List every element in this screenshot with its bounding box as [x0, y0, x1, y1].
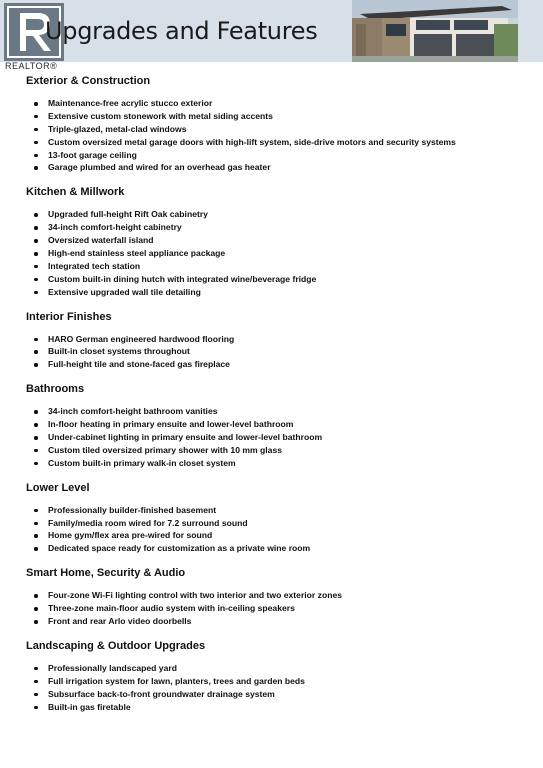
list-item-text: Integrated tech station — [48, 260, 141, 271]
bullet-icon — [34, 509, 38, 513]
list-item-text: 34-inch comfort-height bathroom vanities — [48, 406, 218, 417]
list-item-text: Custom oversized metal garage doors with high-lift system, side-drive motors and security systems — [48, 136, 456, 147]
list-item-text: Custom built-in primary walk-in closet system — [48, 457, 236, 468]
list-item — [26, 97, 533, 110]
list-item — [26, 345, 533, 358]
list-item-text: 34-inch comfort-height cabinetry — [48, 222, 182, 233]
list-item-text: Extensive upgraded wall tile detailing — [48, 286, 201, 297]
list-item — [26, 589, 533, 602]
list-item — [26, 418, 533, 431]
bullet-icon — [34, 547, 38, 551]
list-item-text: In-floor heating in primary ensuite and lower-level bathroom — [48, 419, 294, 430]
bullet-icon — [34, 706, 38, 710]
list-item — [26, 123, 533, 136]
bullet-icon — [34, 522, 38, 526]
bullet-icon — [34, 620, 38, 624]
bullet-icon — [34, 115, 38, 119]
list-item-text: Garage plumbed and wired for an overhead gas heater — [48, 162, 271, 173]
section — [26, 309, 533, 372]
bullet-icon — [34, 265, 38, 269]
section-heading: Exterior & Construction — [26, 75, 151, 87]
list-item-text: Professionally builder-finished basement — [48, 504, 217, 515]
section-heading: Kitchen & Millwork — [26, 186, 125, 199]
page-title: Upgrades and Features — [45, 17, 318, 45]
bullet-icon — [34, 278, 38, 282]
list-item-text: Oversized waterfall island — [48, 235, 154, 246]
list-item — [26, 110, 533, 123]
list-item — [26, 444, 533, 457]
section — [26, 565, 533, 628]
bullet-icon — [34, 436, 38, 440]
house-exterior-photo-icon — [352, 0, 518, 62]
list-item — [26, 405, 533, 418]
list-item-text: Home gym/flex area pre-wired for sound — [48, 530, 213, 541]
list-item-text: Maintenance-free acrylic stucco exterior — [48, 98, 213, 108]
list-item — [26, 286, 533, 299]
list-item — [26, 517, 533, 530]
list-item-text: HARO German engineered hardwood flooring — [48, 333, 235, 344]
bullet-icon — [34, 693, 38, 697]
bullet-icon — [34, 449, 38, 453]
bullet-icon — [34, 128, 38, 132]
list-item-text: Three-zone main-floor audio system with in-ceiling speakers — [48, 603, 295, 614]
list-item — [26, 431, 533, 444]
list-item-text: Custom built-in dining hutch with integrated wine/beverage fridge — [48, 273, 317, 284]
list-item — [26, 675, 533, 688]
section-heading: Smart Home, Security & Audio — [26, 567, 186, 580]
bullet-icon — [34, 680, 38, 684]
list-item — [26, 701, 533, 714]
list-item-text: Built-in closet systems throughout — [48, 346, 190, 357]
section — [26, 480, 533, 556]
list-item-text: Custom tiled oversized primary shower with 10 mm glass — [48, 444, 283, 455]
list-item — [26, 234, 533, 247]
bullet-icon — [34, 594, 38, 598]
list-item-text: Full-height tile and stone-faced gas fireplace — [48, 359, 230, 370]
list-item — [26, 161, 533, 174]
bullet-list — [26, 333, 533, 372]
list-item — [26, 260, 533, 273]
bullet-list — [26, 405, 533, 469]
bullet-list — [26, 208, 533, 298]
bullet-icon — [34, 667, 38, 671]
bullet-icon — [34, 102, 38, 106]
section-heading: Landscaping & Outdoor Upgrades — [26, 639, 206, 652]
bullet-icon — [34, 213, 38, 217]
list-item — [26, 358, 533, 371]
list-item — [26, 208, 533, 221]
list-item-text: Family/media room wired for 7.2 surround sound — [48, 517, 248, 528]
list-item-text: Full irrigation system for lawn, planters, trees and garden beds — [48, 675, 305, 686]
list-item — [26, 504, 533, 517]
list-item-text: Subsurface back-to-front groundwater drainage system — [48, 688, 275, 699]
section-heading: Interior Finishes — [26, 310, 112, 323]
list-item — [26, 662, 533, 675]
list-item-text: Front and rear Arlo video doorbells — [48, 616, 192, 627]
section-heading: Lower Level — [26, 481, 90, 494]
bullet-icon — [34, 607, 38, 611]
list-item-text: Built-in gas firetable — [48, 701, 131, 712]
bullet-icon — [34, 338, 38, 342]
list-item — [26, 221, 533, 234]
bullet-icon — [34, 154, 38, 158]
features-list — [26, 73, 533, 724]
bullet-list — [26, 662, 533, 714]
list-item-text: High-end stainless steel appliance package — [48, 248, 226, 259]
list-item-text: Extensive custom stonework with metal siding accents — [48, 110, 273, 121]
bullet-icon — [34, 166, 38, 170]
list-item — [26, 273, 533, 286]
bullet-icon — [34, 239, 38, 243]
section — [26, 638, 533, 714]
bullet-icon — [34, 291, 38, 295]
bullet-icon — [34, 534, 38, 538]
bullet-icon — [34, 462, 38, 466]
list-item — [26, 542, 533, 555]
list-item-text: Four-zone Wi-Fi lighting control with two interior and two exterior zones — [48, 590, 343, 601]
list-item — [26, 602, 533, 615]
list-item-text: Dedicated space ready for customization as a private wine room — [48, 543, 311, 554]
section — [26, 73, 533, 174]
list-item-text: Professionally landscaped yard — [48, 662, 177, 673]
bullet-icon — [34, 350, 38, 354]
list-item — [26, 457, 533, 470]
bullet-list — [26, 504, 533, 556]
bullet-list — [26, 589, 533, 628]
list-item — [26, 529, 533, 542]
bullet-icon — [34, 252, 38, 256]
bullet-icon — [34, 410, 38, 414]
section-heading: Bathrooms — [26, 383, 85, 396]
list-item-text: Under-cabinet lighting in primary ensuite and lower-level bathroom — [48, 432, 323, 443]
list-item — [26, 149, 533, 162]
list-item — [26, 615, 533, 628]
list-item — [26, 247, 533, 260]
section — [26, 184, 533, 298]
list-item — [26, 688, 533, 701]
list-item — [26, 136, 533, 149]
bullet-icon — [34, 423, 38, 427]
section — [26, 381, 533, 469]
list-item-text: Triple-glazed, metal-clad windows — [48, 123, 187, 134]
realtor-logo-text: REALTOR® — [5, 61, 58, 71]
bullet-icon — [34, 363, 38, 367]
list-item-text: Upgraded full-height Rift Oak cabinetry — [48, 209, 208, 220]
list-item-text: 13-foot garage ceiling — [48, 149, 137, 160]
list-item — [26, 333, 533, 346]
bullet-list — [26, 97, 533, 174]
header-banner — [0, 0, 543, 71]
bullet-icon — [34, 141, 38, 145]
bullet-icon — [34, 226, 38, 230]
